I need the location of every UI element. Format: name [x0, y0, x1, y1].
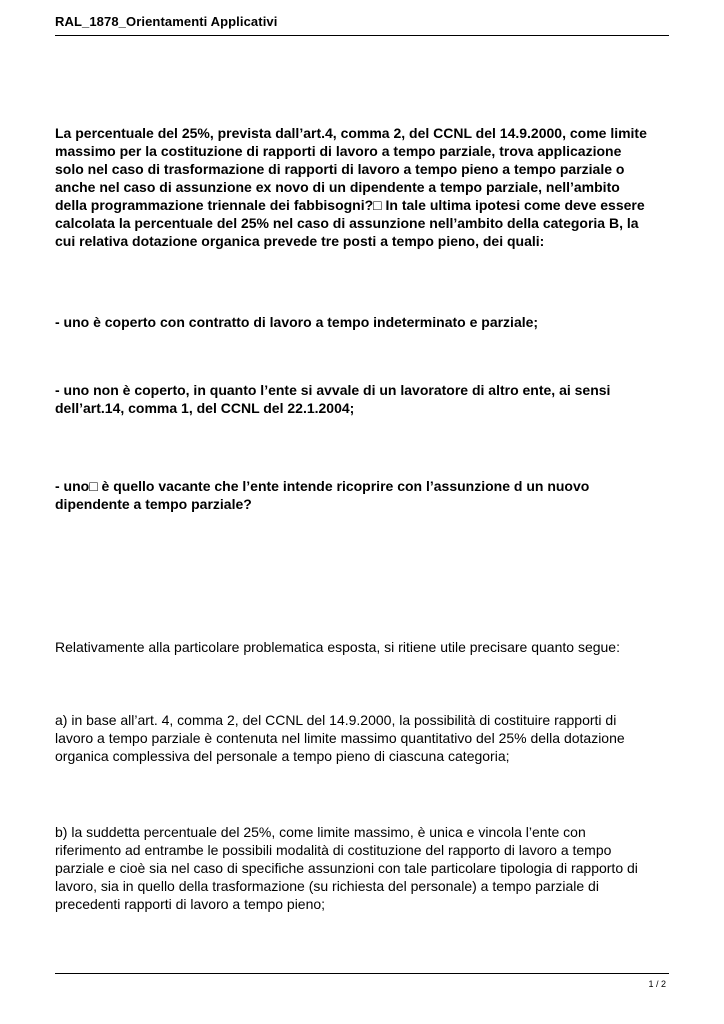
- answer-point-line: precedenti rapporti di lavoro a tempo pieno;: [55, 896, 326, 912]
- document-header-title: RAL_1878_Orientamenti Applicativi: [55, 14, 278, 29]
- question-item-line: - uno□ è quello vacante che l’ente intende ricoprire con l’assunzione d un nuovo: [55, 478, 590, 494]
- question-item-3: [55, 477, 669, 513]
- question-item-1: [55, 313, 669, 331]
- answer-point-line: parziale e cioè sia nel caso di specifiche assunzioni con tale particolare tipologia di rapporto di: [55, 860, 638, 876]
- answer-point-line: b) la suddetta percentuale del 25%, come limite massimo, è unica e vincola l’ente con: [55, 824, 586, 840]
- question-intro-line: calcolata la percentuale del 25% nel caso di assunzione nell’ambito della categoria B, la: [55, 215, 639, 231]
- answer-point-line: lavoro, sia in quello della trasformazione (su richiesta del personale) a tempo parziale di: [55, 878, 599, 894]
- answer-point-line: a) in base all’art. 4, comma 2, del CCNL del 14.9.2000, la possibilità di costituire rapporti di: [55, 712, 617, 728]
- question-item-line: dell’art.14, comma 1, del CCNL del 22.1.2004;: [55, 400, 355, 416]
- answer-intro-line: Relativamente alla particolare problematica esposta, si ritiene utile precisare quanto segue:: [55, 639, 620, 655]
- question-item-line: - uno è coperto con contratto di lavoro a tempo indeterminato e parziale;: [55, 314, 539, 330]
- question-intro-line: cui relativa dotazione organica prevede tre posti a tempo pieno, dei quali:: [55, 233, 545, 249]
- page-number: 1 / 2: [648, 979, 666, 989]
- header-divider: [55, 35, 669, 36]
- answer-point-line: organica complessiva del personale a tempo pieno di ciascuna categoria;: [55, 748, 510, 764]
- answer-point-b: [55, 823, 669, 913]
- answer-point-line: riferimento ad entrambe le possibili modalità di costituzione del rapporto di lavoro a tempo: [55, 842, 612, 858]
- question-intro-line: La percentuale del 25%, prevista dall’art.4, comma 2, del CCNL del 14.9.2000, come limite: [55, 125, 647, 141]
- question-intro-line: della programmazione triennale dei fabbisogni?□ In tale ultima ipotesi come deve essere: [55, 197, 645, 213]
- question-item-line: dipendente a tempo parziale?: [55, 496, 252, 512]
- footer-divider: [55, 973, 669, 974]
- question-item-line: - uno non è coperto, in quanto l’ente si avvale di un lavoratore di altro ente, ai sensi: [55, 382, 611, 398]
- question-intro-line: massimo per la costituzione di rapporti di lavoro a tempo parziale, trova applicazione: [55, 143, 622, 159]
- answer-point-a: [55, 711, 669, 765]
- answer-point-line: lavoro a tempo parziale è contenuta nel limite massimo quantitativo del 25% della dotazione: [55, 730, 625, 746]
- answer-intro-paragraph: [55, 638, 669, 656]
- question-intro-line: anche nel caso di assunzione ex novo di un dipendente a tempo parziale, nell’ambito: [55, 179, 620, 195]
- question-item-2: [55, 381, 669, 417]
- question-intro-line: solo nel caso di trasformazione di rapporti di lavoro a tempo pieno a tempo parziale o: [55, 161, 625, 177]
- question-intro-paragraph: [55, 124, 669, 250]
